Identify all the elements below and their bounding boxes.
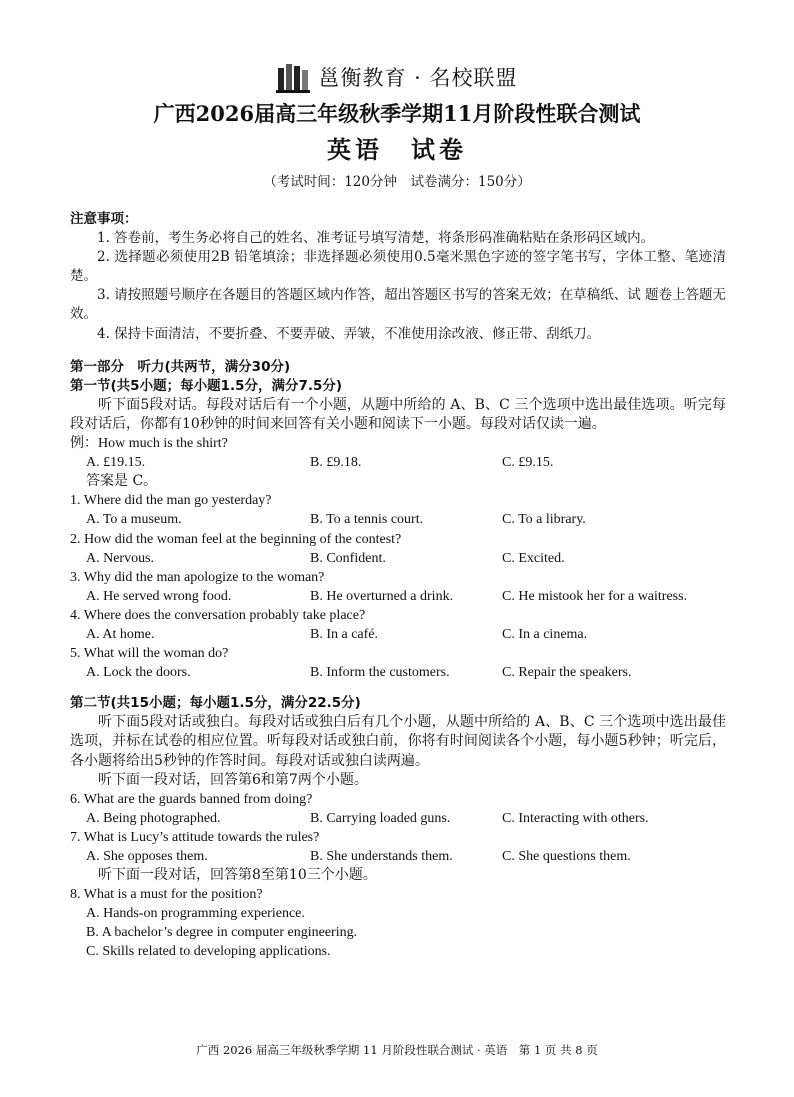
question-2: 2. How did the woman feel at the beginning of the contest? — [70, 531, 402, 547]
notice-item: 4. 保持卡面清洁，不要折叠、不要弄破、弄皱，不准使用涂改液、修正带、刮纸刀。 — [97, 325, 601, 342]
option-c: C. In a cinema. — [502, 626, 588, 642]
exam-content — [70, 210, 726, 962]
lead-8-10: 听下面一段对话，回答第8至第10三个小题。 — [98, 867, 377, 884]
option-a: A. Nervous. — [86, 550, 155, 566]
option-a: A. £19.15. — [86, 455, 146, 471]
section2-title: 第二节(共15小题；每小题1.5分，满分22.5分) — [70, 695, 361, 712]
question-1: 1. Where did the man go yesterday? — [70, 493, 272, 509]
option-b: B. A bachelor’s degree in computer engineering. — [86, 925, 358, 941]
subject-title — [0, 130, 794, 165]
question-8: 8. What is a must for the position? — [70, 887, 263, 903]
school-logo-icon — [276, 60, 310, 94]
option-b: B. £9.18. — [310, 455, 362, 471]
option-a: A. At home. — [86, 626, 155, 642]
exam-title: 广西2026届高三年级秋季学期11月阶段性联合测试 — [153, 101, 641, 126]
section2-instructions: 听下面5段对话或独白。每段对话或独白后有几个小题，从题中所给的 A、B、C 三个选项中选出最佳选项，并标在试卷的相应位置。听每段对话或独白前，你将有时间阅读各个小题，每小题5秒钟；听完后，各小题将给出5秒钟的作答时间。每段对话或独白读两遍。 — [70, 714, 726, 769]
page-footer: 广西 2026 届高三年级秋季学期 11 月阶段性联合测试 · 英语 第 1 页 共 8 页 — [196, 1043, 598, 1057]
notice-section — [70, 210, 726, 344]
example-answer: 答案是 C。 — [86, 473, 158, 490]
option-a: A. He served wrong food. — [86, 588, 232, 604]
lead-6-7: 听下面一段对话，回答第6和第7两个小题。 — [98, 771, 368, 788]
option-b: B. In a café. — [310, 626, 379, 642]
option-c: C. She questions them. — [502, 849, 631, 864]
brand-name: 邕衡教育 · 名校联盟 — [318, 66, 518, 90]
part1-title: 第一部分 听力(共两节，满分30分) — [70, 358, 291, 375]
option-c: C. To a library. — [502, 512, 586, 528]
subject-paper-label: 试卷 — [411, 135, 467, 164]
brand-header — [0, 60, 794, 96]
exam-meta: （考试时间：120分钟 试卷满分：150分） — [263, 174, 531, 190]
notice-item: 2. 选择题必须使用2B 铅笔填涂；非选择题必须使用0.5毫米黑色字迹的签字笔书写，字体工整、笔迹清楚。 — [70, 249, 726, 285]
option-b: B. He overturned a drink. — [310, 588, 454, 604]
subject-name: 英语 — [327, 135, 383, 164]
question-6: 6. What are the guards banned from doing? — [70, 791, 313, 807]
notice-title: 注意事项： — [70, 211, 138, 227]
question-1-options — [70, 510, 726, 529]
option-a: A. Hands-on programming experience. — [86, 906, 305, 922]
option-b: B. Carrying loaded guns. — [310, 810, 451, 826]
option-b: B. Inform the customers. — [310, 665, 450, 681]
option-a: A. She opposes them. — [86, 849, 208, 864]
section1-title: 第一节(共5小题；每小题1.5分，满分7.5分) — [70, 377, 343, 394]
question-6-options — [70, 809, 726, 828]
example-question: 例：How much is the shirt? — [70, 436, 228, 452]
question-3: 3. Why did the man apologize to the woman? — [70, 569, 325, 585]
option-c: C. Excited. — [502, 550, 565, 566]
question-5: 5. What will the woman do? — [70, 646, 229, 662]
section1-instructions: 听下面5段对话。每段对话后有一个小题，从题中所给的 A、B、C 三个选项中选出最佳选项。听完每段对话后，你都有10秒钟的时间来回答有关小题和阅读下一小题。每段对话仅读一遍。 — [70, 396, 726, 432]
notice-item: 1. 答卷前，考生务必将自己的姓名、准考证号填写清楚，将条形码准确粘贴在条形码区域内。 — [97, 230, 655, 247]
option-c: C. Skills related to developing applications. — [86, 944, 331, 960]
option-a: A. To a museum. — [86, 512, 182, 528]
question-4: 4. Where does the conversation probably take place? — [70, 607, 366, 623]
option-c: C. He mistook her for a waitress. — [502, 588, 688, 604]
option-c: C. £9.15. — [502, 455, 554, 471]
option-b: B. Confident. — [310, 550, 386, 566]
notice-item: 3. 请按照题号顺序在各题目的答题区域内作答，超出答题区书写的答案无效；在草稿纸、试 题卷上答题无效。 — [70, 287, 726, 323]
option-b: B. To a tennis court. — [310, 512, 424, 528]
option-c: C. Repair the speakers. — [502, 665, 632, 681]
option-a: A. Lock the doors. — [86, 665, 191, 681]
question-4-options — [70, 625, 726, 644]
option-a: A. Being photographed. — [86, 810, 221, 826]
example-options — [70, 453, 726, 472]
question-7: 7. What is Lucy’s attitude towards the rules? — [70, 829, 320, 845]
option-b: B. She understands them. — [310, 849, 453, 864]
question-2-options — [70, 549, 726, 568]
question-3-options — [70, 587, 726, 606]
option-c: C. Interacting with others. — [502, 810, 649, 826]
question-5-options — [70, 663, 726, 682]
question-7-options — [70, 847, 726, 866]
